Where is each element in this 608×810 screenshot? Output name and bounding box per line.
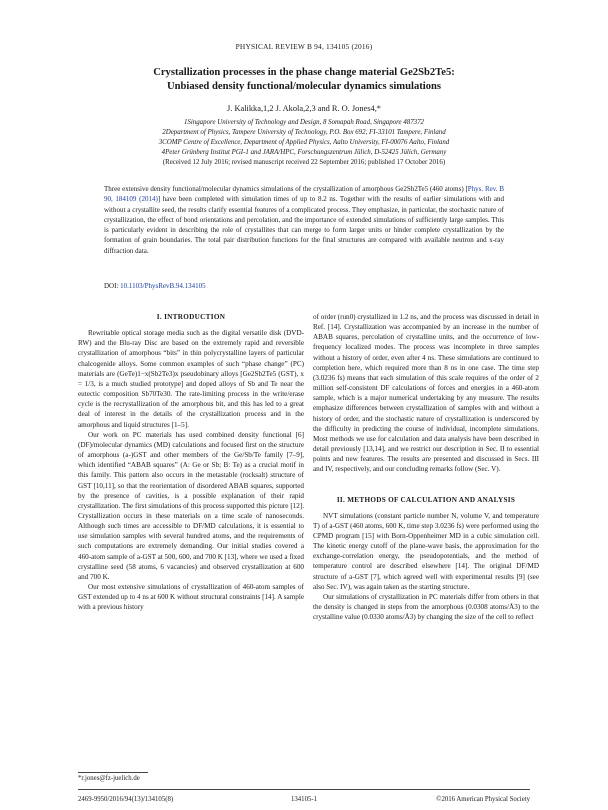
affiliation-4: 4Peter Grünberg Institut PGI-1 and JARA/HPC, Forschungszentrum Jülich, D-52425 Jülich, Germany <box>161 149 447 156</box>
affiliation-3: 3COMP Centre of Excellence, Department of Applied Physics, Aalto University, FI-00076 Aalto, Finland <box>158 139 450 146</box>
title-line-1: Crystallization processes in the phase change material Ge2Sb2Te5: <box>153 67 455 78</box>
footnote-divider <box>78 772 148 773</box>
intro-paragraph-continued: of order (run0) crystallized in 1.2 ns, and the process was discussed in detail in Ref. [14]. Crystallization was accompanied by an increase in the number of ABAB squares, percolation of crystalline units, and the occurrence of low-frequency localized modes. The process was incomplete in three samples without a history of order, even after 4 ns. These simulations are continued to completion here, which required more than 8 ns in one case. The time step (3.0236 fs) means that each simulation of this scale requires of the order of 2 million self-consistent DF calculations of forces and energies in a 460-atom sample, which is a major numerical undertaking by any measure. The results emphasize differences between crystallization of samples with and without a history of order, and the stochastic nature of crystallization is underscored by the difficulty in predicting the course of individual, incomplete simulations. Most methods we use for calculation and data analysis have been described in detail previously [13,14], and we restrict our description in Sec. II to essential points and new features. The results are presented and discussed in Secs. III and IV, respectively, and our concluding remarks follow (Sec. V). <box>313 313 539 474</box>
left-column <box>78 312 304 613</box>
affiliation-2: 2Department of Physics, Tampere University of Technology, P.O. Box 692, FI-33101 Tampere, Finland <box>162 129 446 136</box>
intro-paragraph-3: Our most extensive simulations of crystallization of 460-atom samples of GST extended up to 4 ns at 600 K without structural constraints [14]. A sample with a previous history <box>78 583 304 612</box>
abstract-reference-link[interactable]: Phys. Rev. B 90, 184109 (2014) <box>104 185 504 204</box>
abstract-text-start: Three extensive density functional/molecular dynamics simulations of the crystallization of amorphous Ge2Sb2Te5 (460 atoms) [ <box>104 185 468 193</box>
right-column <box>313 312 539 622</box>
received-dates: (Received 12 July 2016; revised manuscript received 22 September 2016; published 17 October 2016) <box>162 159 446 166</box>
page-number: 134105-1 <box>290 796 318 803</box>
footer-copyright: ©2016 American Physical Society <box>436 796 530 803</box>
methods-paragraph-2: Our simulations of crystallization in PC materials differ from others in that the density is changed in steps from the amorphous (0.0308 atoms/Å3) to the crystalline value (0.0330 atoms/Å3) by changing the size of the cell to reflect <box>313 592 539 622</box>
journal-header: PHYSICAL REVIEW B 94, 134105 (2016) <box>235 42 373 51</box>
footer-divider <box>78 789 530 790</box>
affiliations <box>60 118 548 168</box>
author-list: J. Kalikka,1,2 J. Akola,2,3 and R. O. Jones4,* <box>227 104 381 113</box>
section-heading-introduction: I. INTRODUCTION <box>156 313 226 321</box>
footer-issn: 2469-9950/2016/94(13)/134105(8) <box>78 796 174 803</box>
title-line-2: Unbiased density functional/molecular dynamics simulations <box>166 81 442 92</box>
corresponding-author-footnote: *r.jones@fz-juelich.de <box>78 775 140 782</box>
doi-label: DOI: <box>104 282 121 290</box>
doi-link[interactable]: 10.1103/PhysRevB.94.134105 <box>120 282 206 290</box>
intro-paragraph-1: Rewritable optical storage media such as the digital versatile disk (DVD-RW) and the Blu-ray Disc are based on the extremely rapid and reversible crystallization of amorphous “bits” in thin polycrystalline layers of particular chalcogenide alloys. Some common examples of such “phase change” (PC) materials are (GeTe)1−x(Sb2Te3)x pseudobinary alloys [Ge2Sb2Te5 (GST), x = 1/3, is a much studied prototype] and doped alloys of Sb and Te near the eutectic composition Sb70Te30. The rate-limiting process in the write/erase cycle is the recrystallization of the amorphous bit, and this has led to a great deal of interest in the details of the crystallization process and in the amorphous and liquid structures [1–5]. <box>78 329 304 429</box>
doi-line <box>104 282 504 290</box>
section-heading-methods: II. METHODS OF CALCULATION AND ANALYSIS <box>336 495 516 504</box>
intro-paragraph-2: Our work on PC materials has used combined density functional [6] (DF)/molecular dynamics (MD) calculations and focused first on the structure of amorphous (a-)GST and other members of the Ge/Sb/Te family [7–9], which identified “ABAB squares” (A: Ge or Sb; B: Te) as a crucial motif in this family. This pattern also occurs in the metastable (rocksalt) structure of GST [10,11], so that the reorientation of disordered ABAB squares, supported by the presence of cavities, is a possible explanation of their rapid crystallization. The first simulations of this process supported this picture [12]. Crystallization occurs in these materials on a time scale of nanoseconds. Although such times are accessible to DF/MD calculations, it is essential to use simulation samples with several hundred atoms, and the requirements of such computations are extremely demanding. Our initial studies covered a 460-atom sample of a-GST at 500, 600, and 700 K [13], where we used a fixed crystalline seed (58 atoms, 6 vacancies) and observed crystallization at 600 and 700 K. <box>78 430 304 581</box>
methods-paragraph-1: NVT simulations (constant particle number N, volume V, and temperature T) of a-GST (460 atoms, 600 K, time step 3.0236 fs) were performed using the CPMD program [15] with Born-Oppenheimer MD in a cubic simulation cell. The kinetic energy cutoff of the plane-wave basis, the approximation for the exchange-correlation energy, the pseudopotentials, and the method of temperature control are described elsewhere [14]. The original DF/MD structure of a-GST [7], which agreed well with experimental results [9] (see also Sec. IV), was again taken as the starting structure. <box>313 511 539 591</box>
paper-title <box>60 66 548 94</box>
affiliation-1: 1Singapore University of Technology and Design, 8 Somapah Road, Singapore 487372 <box>183 119 424 126</box>
abstract <box>104 184 504 256</box>
abstract-text-end: ] have been completed with simulation times of up to 8.2 ns. Together with the results of earlier simulations with and without a crystallite seed, the results clarify essential features of a complicated process. They emphasize, in particular, the stochastic nature of crystallization, the effect of bond orientations and percolation, and the importance of extended simulations of sufficiently large samples. This is particularly evident in describing the role of crystallites that can merge to form larger units or hinder complete crystallization by the formation of grain boundaries. The total pair distribution functions for the final structures are compared with available neutron and x-ray diffraction data. <box>104 195 504 255</box>
